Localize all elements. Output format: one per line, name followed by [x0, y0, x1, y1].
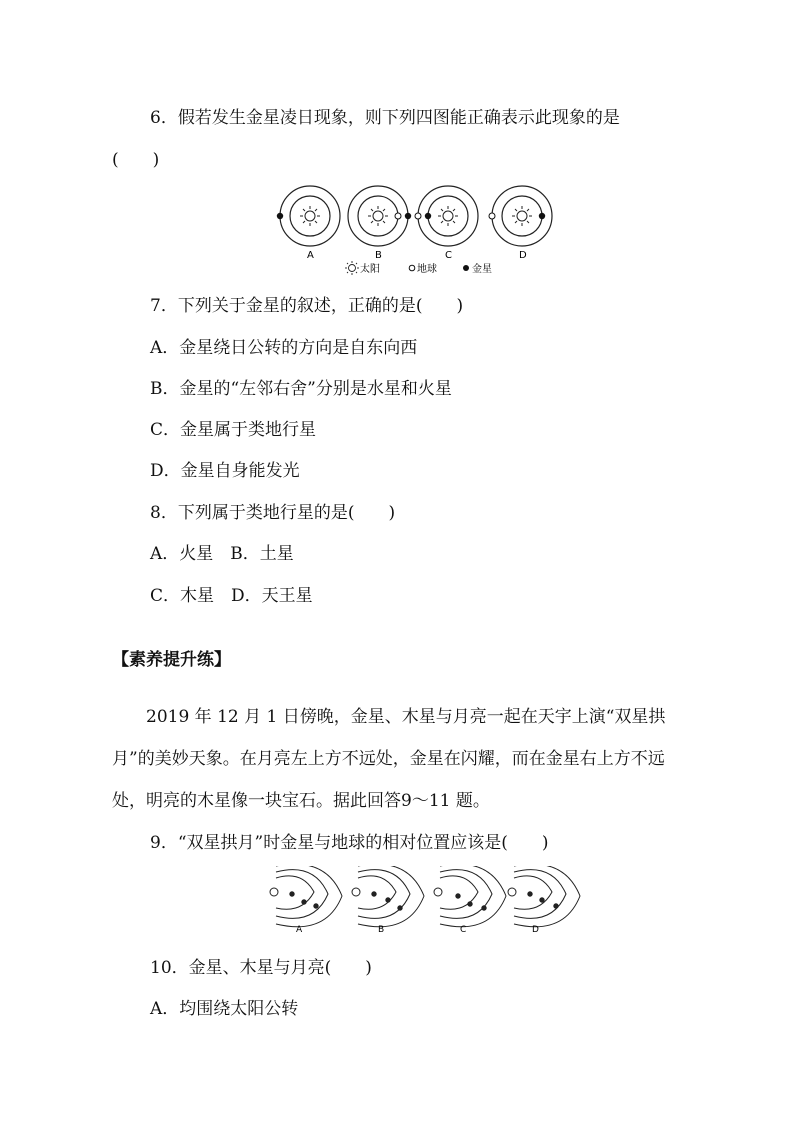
q10-option-a: A．均围绕太阳公转 — [150, 999, 299, 1019]
q9-diagram-b — [352, 866, 424, 927]
sun-icon — [438, 206, 458, 226]
earth-mark — [415, 213, 421, 219]
q6-label-d: D — [519, 250, 527, 261]
q7-option-b: B．金星的“左邻右舍”分别是水星和火星 — [150, 379, 452, 399]
venus-mark — [425, 213, 431, 219]
q6-stem-line1: 6．假若发生金星凌日现象，则下列四图能正确表示此现象的是 — [150, 108, 620, 128]
venus-mark — [539, 213, 545, 219]
earth-mark — [395, 213, 401, 219]
sun-icon — [512, 206, 532, 226]
passage: 2019 年 12 月 1 日傍晚，金星、木星与月亮一起在天宇上演“双星拱月”的美妙天象。在月亮左上方不远处，金星在闪耀，而在金星右上方不远处，明亮的木星像一块宝石。据此回答9～11 题。 — [112, 707, 666, 811]
q7-stem: 7．下列关于金星的叙述，正确的是( ) — [150, 296, 464, 316]
q9-diagram-d — [508, 866, 580, 927]
section-title: 【素养提升练】 — [112, 650, 231, 670]
q7-option-a: A．金星绕日公转的方向是自东向西 — [150, 338, 418, 358]
q7-option-c: C．金星属于类地行星 — [150, 420, 317, 440]
q8-options-row1: A．火星 B．土星 — [150, 544, 294, 564]
legend-earth-label: 地球 — [417, 264, 437, 275]
legend-sun-icon — [345, 261, 359, 275]
q8-stem: 8．下列属于类地行星的是( ) — [150, 503, 396, 523]
q9-label-b: B — [378, 925, 385, 935]
q10-stem: 10．金星、木星与月亮( ) — [150, 958, 372, 978]
q6-stem-line2: ( ) — [112, 150, 160, 170]
q6-diagram-c — [415, 186, 478, 246]
q7-option-d: D．金星自身能发光 — [150, 461, 300, 481]
sun-icon — [300, 206, 320, 226]
q6-diagram-a — [277, 186, 340, 246]
venus-mark — [405, 213, 411, 219]
q8-options-row2: C．木星 D．天王星 — [150, 586, 313, 606]
earth-mark — [489, 213, 495, 219]
q9-figure — [262, 866, 582, 938]
q6-label-c: C — [445, 250, 452, 261]
q9-label-a: A — [296, 925, 303, 935]
q9-label-d: D — [532, 925, 539, 935]
venus-mark — [277, 213, 283, 219]
q9-diagram-c — [434, 866, 506, 927]
q9-stem: 9．“双星拱月”时金星与地球的相对位置应该是( ) — [150, 833, 549, 853]
legend-earth-icon — [409, 265, 415, 271]
q6-label-b: B — [375, 250, 382, 261]
q6-diagram-d — [489, 186, 552, 246]
q9-label-c: C — [460, 925, 467, 935]
legend-venus-label: 金星 — [472, 264, 492, 275]
q9-diagram-a — [270, 866, 342, 927]
q6-figure — [270, 184, 560, 278]
q6-diagram-b — [348, 186, 411, 246]
legend-venus-icon — [463, 265, 469, 271]
q6-label-a: A — [307, 250, 314, 261]
legend-sun-label: 太阳 — [360, 264, 380, 275]
sun-icon — [368, 206, 388, 226]
